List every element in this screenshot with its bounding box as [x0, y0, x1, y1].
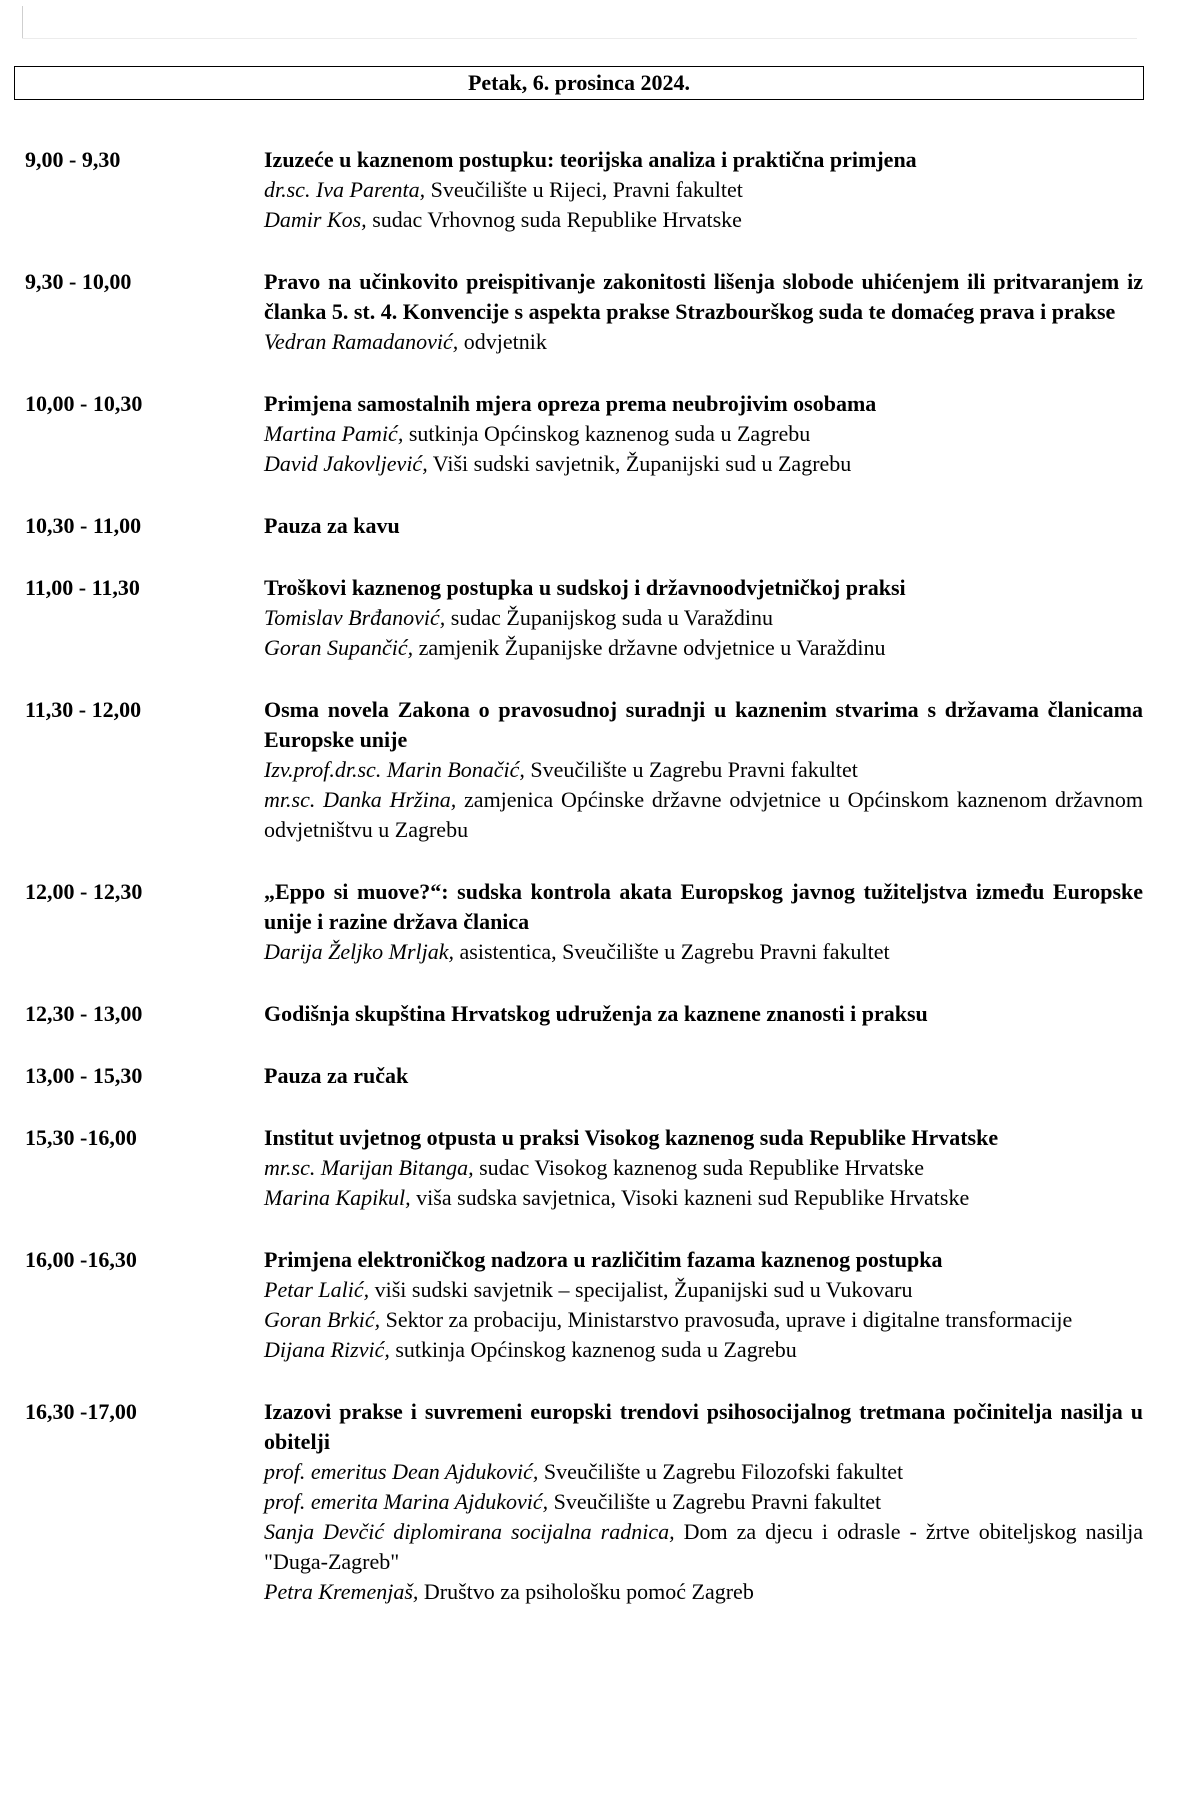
schedule-entry — [25, 1245, 1143, 1365]
speaker-affiliation: Društvo za psihološku pomoć Zagreb — [418, 1579, 754, 1604]
speaker-name: Martina Pamić, — [264, 421, 404, 446]
session-title: Primjena elektroničkog nadzora u različitim fazama kaznenog postupka — [264, 1247, 943, 1272]
schedule-entry — [25, 511, 1143, 541]
speaker-name: prof. emeritus Dean Ajduković, — [264, 1459, 539, 1484]
schedule-entry — [25, 1123, 1143, 1213]
speaker-line — [264, 449, 1143, 479]
speaker-line — [264, 1183, 1143, 1213]
entry-time: 11,30 - 12,00 — [25, 697, 142, 722]
session-title: Osma novela Zakona o pravosudnoj suradnji u kaznenim stvarima s državama članicama Europske unije — [264, 697, 1143, 752]
speaker-affiliation: Sveučilište u Rijeci, Pravni fakultet — [425, 177, 743, 202]
date-header — [14, 66, 1144, 100]
speaker-affiliation: viša sudska savjetnica, Visoki kazneni sud Republike Hrvatske — [410, 1185, 970, 1210]
speaker-affiliation: odvjetnik — [458, 329, 547, 354]
speaker-line — [264, 1275, 1143, 1305]
speaker-line — [264, 937, 1143, 967]
entry-content — [264, 573, 1143, 663]
entry-time: 13,00 - 15,30 — [25, 1063, 143, 1088]
entry-time: 10,00 - 10,30 — [25, 391, 143, 416]
speaker-line — [264, 603, 1143, 633]
crop-mark — [22, 6, 23, 38]
schedule-list — [25, 145, 1143, 1639]
session-title: Pauza za kavu — [264, 513, 400, 538]
entry-time: 16,00 -16,30 — [25, 1247, 137, 1272]
speaker-name: David Jakovljević, — [264, 451, 428, 476]
speaker-affiliation: asistentica, Sveučilište u Zagrebu Pravni fakultet — [454, 939, 890, 964]
session-title: „Eppo si muove?“: sudska kontrola akata Europskog javnog tužiteljstva između Europske unije i razine država članica — [264, 879, 1143, 934]
speaker-affiliation: Sektor za probaciju, Ministarstvo pravosuđa, uprave i digitalne transformacije — [380, 1307, 1073, 1332]
speaker-line — [264, 205, 1143, 235]
speaker-line — [264, 633, 1143, 663]
entry-time: 10,30 - 11,00 — [25, 513, 142, 538]
schedule-entry — [25, 877, 1143, 967]
speaker-name: Sanja Devčić diplomirana socijalna radnica, — [264, 1519, 675, 1544]
speaker-name: Goran Brkić, — [264, 1307, 381, 1332]
entry-content — [264, 511, 1143, 541]
session-title: Institut uvjetnog otpusta u praksi Visokog kaznenog suda Republike Hrvatske — [264, 1125, 999, 1150]
entry-content — [264, 1397, 1143, 1607]
speaker-name: dr.sc. Iva Parenta, — [264, 177, 426, 202]
entry-content — [264, 389, 1143, 479]
speaker-affiliation: zamjenik Županijske državne odvjetnice u Varaždinu — [413, 635, 886, 660]
speaker-line — [264, 1457, 1143, 1487]
speaker-name: mr.sc. Marijan Bitanga, — [264, 1155, 474, 1180]
entry-content — [264, 1245, 1143, 1365]
speaker-line — [264, 785, 1143, 845]
session-title: Pauza za ručak — [264, 1063, 409, 1088]
date-title: Petak, 6. prosinca 2024. — [467, 70, 691, 95]
schedule-entry — [25, 573, 1143, 663]
entry-time: 9,00 - 9,30 — [25, 147, 121, 172]
session-title: Izazovi prakse i suvremeni europski trendovi psihosocijalnog tretmana počinitelja nasilja u obitelji — [264, 1399, 1143, 1454]
schedule-entry — [25, 145, 1143, 235]
entry-time: 9,30 - 10,00 — [25, 269, 132, 294]
speaker-line — [264, 1517, 1143, 1577]
entry-time: 12,00 - 12,30 — [25, 879, 143, 904]
session-title: Godišnja skupština Hrvatskog udruženja za kaznene znanosti i praksu — [264, 1001, 928, 1026]
speaker-line — [264, 327, 1143, 357]
speaker-line — [264, 1487, 1143, 1517]
speaker-affiliation: Sveučilište u Zagrebu Pravni fakultet — [524, 757, 858, 782]
entry-content — [264, 267, 1143, 357]
speaker-affiliation: Dom za djecu i odrasle - žrtve obiteljskog nasilja "Duga-Zagreb" — [264, 1519, 1144, 1574]
entry-content — [264, 999, 1143, 1029]
speaker-affiliation: sutkinja Općinskog kaznenog suda u Zagrebu — [389, 1337, 797, 1362]
speaker-affiliation: Viši sudski savjetnik, Županijski sud u Zagrebu — [427, 451, 852, 476]
entry-time: 16,30 -17,00 — [25, 1399, 137, 1424]
speaker-line — [264, 1153, 1143, 1183]
entry-content — [264, 1123, 1143, 1213]
speaker-affiliation: sutkinja Općinskog kaznenog suda u Zagrebu — [403, 421, 811, 446]
entry-time: 12,30 - 13,00 — [25, 1001, 143, 1026]
schedule-entry — [25, 267, 1143, 357]
entry-content — [264, 145, 1143, 235]
speaker-line — [264, 1305, 1143, 1335]
schedule-entry — [25, 1061, 1143, 1091]
speaker-line — [264, 1335, 1143, 1365]
entry-time: 11,00 - 11,30 — [25, 575, 140, 600]
speaker-name: Vedran Ramadanović, — [264, 329, 459, 354]
speaker-name: Damir Kos, — [264, 207, 367, 232]
speaker-affiliation: zamjenica Općinske državne odvjetnice u Općinskom kaznenom državnom odvjetništvu u Zagrebu — [264, 787, 1143, 842]
entry-time: 15,30 -16,00 — [25, 1125, 137, 1150]
session-title: Izuzeće u kaznenom postupku: teorijska analiza i praktična primjena — [264, 147, 917, 172]
speaker-name: mr.sc. Danka Hržina, — [264, 787, 457, 812]
speaker-name: Tomislav Brđanović, — [264, 605, 446, 630]
speaker-line — [264, 755, 1143, 785]
schedule-entry — [25, 1397, 1143, 1607]
speaker-name: Petra Kremenjaš, — [264, 1579, 419, 1604]
speaker-line — [264, 1577, 1143, 1607]
session-title: Primjena samostalnih mjera opreza prema neubrojivim osobama — [264, 391, 877, 416]
entry-content — [264, 695, 1143, 845]
speaker-name: prof. emerita Marina Ajduković, — [264, 1489, 549, 1514]
speaker-name: Petar Lalić, — [264, 1277, 370, 1302]
session-title: Troškovi kaznenog postupka u sudskoj i državnoodvjetničkoj praksi — [264, 575, 906, 600]
entry-content — [264, 1061, 1143, 1091]
speaker-affiliation: Sveučilište u Zagrebu Filozofski fakultet — [538, 1459, 904, 1484]
schedule-entry — [25, 389, 1143, 479]
schedule-entry — [25, 999, 1143, 1029]
speaker-name: Dijana Rizvić, — [264, 1337, 390, 1362]
speaker-affiliation: sudac Visokog kaznenog suda Republike Hrvatske — [473, 1155, 925, 1180]
schedule-entry — [25, 695, 1143, 845]
speaker-name: Marina Kapikul, — [264, 1185, 411, 1210]
speaker-line — [264, 175, 1143, 205]
speaker-name: Darija Željko Mrljak, — [264, 939, 455, 964]
speaker-name: Izv.prof.dr.sc. Marin Bonačić, — [264, 757, 525, 782]
session-title: Pravo na učinkovito preispitivanje zakonitosti lišenja slobode uhićenjem ili pritvaranjem iz članka 5. st. 4. Konvencije s aspekta prakse Strazbourškog suda te domaćeg prava i prakse — [264, 269, 1143, 324]
speaker-affiliation: viši sudski savjetnik – specijalist, Županijski sud u Vukovaru — [369, 1277, 913, 1302]
speaker-affiliation: Sveučilište u Zagrebu Pravni fakultet — [548, 1489, 882, 1514]
speaker-affiliation: sudac Vrhovnog suda Republike Hrvatske — [366, 207, 742, 232]
entry-content — [264, 877, 1143, 967]
speaker-affiliation: sudac Županijskog suda u Varaždinu — [445, 605, 773, 630]
crop-mark-line — [22, 38, 1137, 39]
speaker-name: Goran Supančić, — [264, 635, 414, 660]
speaker-line — [264, 419, 1143, 449]
